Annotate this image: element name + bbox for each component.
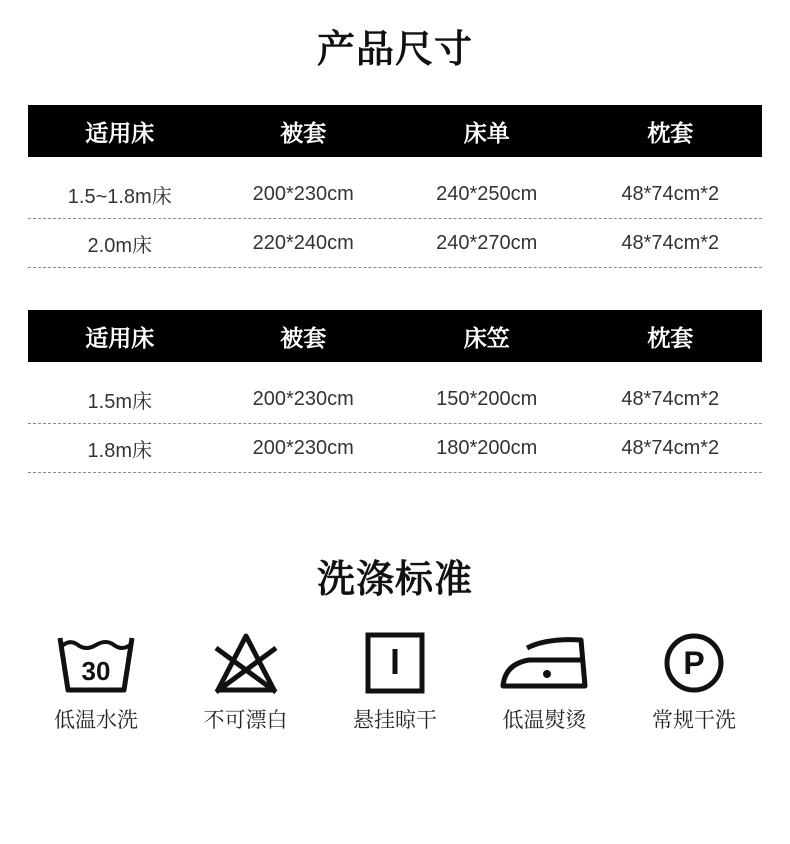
header-cell-duvet-cover: 被套: [280, 325, 327, 352]
table-cell: 48*74cm*2: [621, 231, 720, 254]
care-symbols: [28, 630, 762, 734]
care-section-title: 洗涤标准: [316, 557, 473, 601]
table-row: [28, 375, 762, 424]
table-cell: 1.5m床: [87, 390, 152, 413]
care-item-low-temp-iron: [477, 630, 613, 734]
table-header: [28, 310, 762, 362]
table-row: [28, 219, 762, 268]
table-row: [28, 170, 762, 219]
care-label: 低温熨烫: [502, 708, 587, 732]
table-cell: 150*200cm: [436, 387, 538, 410]
table-cell: 48*74cm*2: [621, 436, 720, 459]
table-cell: 1.8m床: [87, 439, 152, 462]
dry-clean-p-icon: [646, 630, 742, 696]
care-label: 不可漂白: [203, 708, 288, 732]
care-item-hang-dry: [327, 630, 463, 734]
care-label: 低温水洗: [54, 708, 138, 732]
care-label: 悬挂晾干: [353, 708, 437, 732]
table-cell: 48*74cm*2: [621, 182, 720, 205]
no-bleach-icon: [198, 630, 294, 696]
header-cell-duvet-cover: 被套: [280, 120, 327, 147]
header-cell-bed: 适用床: [85, 120, 155, 147]
table-cell: 200*230cm: [252, 436, 354, 459]
table-header: [28, 105, 762, 157]
header-cell-pillowcase: 枕套: [647, 325, 694, 352]
dry-clean-letter: P: [683, 645, 705, 681]
care-item-dry-clean: [626, 630, 762, 734]
table-cell: 180*200cm: [436, 436, 538, 459]
header-cell-fitted-sheet: 床笠: [463, 325, 510, 352]
header-cell-pillowcase: 枕套: [647, 120, 694, 147]
size-table-1: [28, 105, 762, 268]
care-label: 常规干洗: [652, 708, 736, 732]
size-table-2: [28, 310, 762, 473]
table-row: [28, 424, 762, 473]
hang-dry-icon: [347, 630, 443, 696]
wash-30-icon: [48, 630, 144, 696]
table-cell: 48*74cm*2: [621, 387, 720, 410]
table-cell: 2.0m床: [87, 234, 152, 257]
header-cell-bed: 适用床: [85, 325, 155, 352]
iron-low-icon: [497, 630, 593, 696]
size-section-title: 产品尺寸: [316, 27, 473, 71]
table-cell: 200*230cm: [252, 182, 354, 205]
wash-temperature-text: 30: [81, 656, 111, 686]
header-cell-bed-sheet: 床单: [463, 120, 510, 147]
table-cell: 1.5~1.8m床: [67, 185, 172, 208]
table-cell: 240*250cm: [436, 182, 538, 205]
table-cell: 240*270cm: [436, 231, 538, 254]
care-item-no-bleach: [178, 630, 314, 734]
care-item-low-temp-wash: [28, 630, 164, 734]
table-cell: 220*240cm: [252, 231, 354, 254]
table-cell: 200*230cm: [252, 387, 354, 410]
